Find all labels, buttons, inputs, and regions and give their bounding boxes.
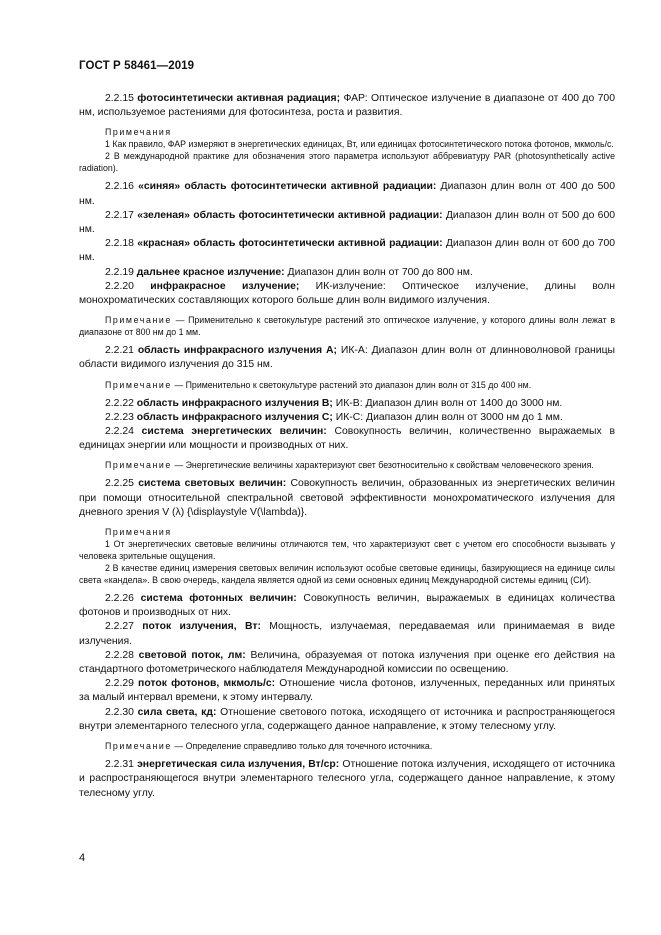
note-label: Примечание <box>105 379 172 390</box>
term-number: 2.2.26 <box>105 593 141 605</box>
document-header: ГОСТ Р 58461—2019 <box>79 60 195 72</box>
note-text: 2 В международной практике для обозначения этого параметра используют аббревиатуру PAR (photosynthetically active radiation). <box>79 151 615 174</box>
term-definition: Диапазон длин волн от 600 до 700 нм. <box>79 238 616 264</box>
notes-heading <box>79 126 615 138</box>
term-definition: Отношение светового потока, исходящего от источника и распространяющегося внутри элементарного телесного угла, содержащего данное направление, к этому телесному углу. <box>79 706 615 732</box>
term-entry <box>79 209 615 237</box>
term-name: поток излучения, Вт: <box>142 621 261 633</box>
term-name: «красная» область фотосинтетически активной радиации: <box>137 238 443 250</box>
term-number: 2.2.18 <box>105 238 138 250</box>
term-number: 2.2.23 <box>105 411 137 423</box>
note-item <box>79 562 615 586</box>
term-entry <box>79 280 615 308</box>
term-name: область инфракрасного излучения С; <box>136 411 333 423</box>
term-number: 2.2.21 <box>105 345 138 357</box>
single-note <box>79 740 615 752</box>
note-text: 1 От энергетических световые величины отличаются тем, что характеризуют свет с учетом его способности вызывать у человека зрительные ощущения. <box>79 539 615 562</box>
note-text: — Применительно к светокультуре растений это оптическое излучение, у которого длины волн лежат в диапазоне от 800 нм до 1 мм. <box>79 315 615 338</box>
term-entry <box>79 758 615 801</box>
term-number: 2.2.19 <box>105 266 137 278</box>
term-definition: Диапазон длин волн от 400 до 500 нм. <box>79 181 615 207</box>
term-definition: Диапазон длин волн от 700 до 800 нм. <box>284 266 473 278</box>
term-entry <box>79 411 615 425</box>
term-number: 2.2.28 <box>105 649 139 661</box>
term-number: 2.2.30 <box>105 706 138 718</box>
term-definition: Отношение числа фотонов, излученных, переданных или принятых за малый интервал времени, к этому интервалу. <box>79 678 616 704</box>
term-number: 2.2.31 <box>105 759 138 771</box>
term-number: 2.2.29 <box>105 678 139 690</box>
note-text: 2 В качестве единиц измерения световых величин используют особые световые единицы, базирующиеся на единице силы света «кандела». В свою очередь, кандела является одной из семи основных единиц Международной системы единиц (СИ). <box>79 563 615 586</box>
term-definition: Совокупность величин, количественно выражаемых в единицах энергии или мощности и производных от них. <box>79 426 615 452</box>
term-name: энергетическая сила излучения, Вт/ср: <box>137 759 340 771</box>
term-name: система фотонных величин: <box>140 593 297 605</box>
term-definition: Отношение потока излучения, исходящего от источника и распространяющегося внутри элементарного телесного угла, содержащего данное направление, к этому телесному углу. <box>79 759 615 799</box>
term-name: область инфракрасного излучения А; <box>137 345 337 357</box>
note-item <box>79 138 615 150</box>
term-name: система энергетических величин: <box>141 426 327 438</box>
term-entry <box>79 592 615 620</box>
term-number: 2.2.27 <box>105 621 143 633</box>
single-note <box>79 459 615 471</box>
note-item <box>79 150 615 174</box>
term-name: поток фотонов, мкмоль/с: <box>138 678 276 690</box>
term-name: «зеленая» область фотосинтетически активной радиации: <box>137 209 443 221</box>
term-definition: Мощность, излучаемая, передаваемая или принимаемая в виде излучения. <box>79 621 616 647</box>
note-text: — Применительно к светокультуре растений это диапазон длин волн от 315 до 400 нм. <box>171 379 532 390</box>
term-number: 2.2.17 <box>105 209 138 221</box>
term-name: сила света, кд: <box>137 706 217 718</box>
term-number: 2.2.24 <box>105 426 142 438</box>
term-entry <box>79 620 615 648</box>
term-name: дальнее красное излучение: <box>136 266 285 278</box>
notes-heading-text: Примечания <box>105 127 172 138</box>
single-note <box>79 314 615 338</box>
term-definition: Совокупность величин, выражаемых в единицах количества фотонов и производных от них. <box>79 593 615 619</box>
term-entry <box>79 425 615 453</box>
notes-heading <box>79 526 615 538</box>
term-name: система световых величин: <box>138 478 287 490</box>
term-definition: Величина, образуемая от потока излучения при оценке его действия на стандартного фотометрического наблюдателя Международной комиссии по освещению. <box>79 649 615 676</box>
note-text: — Определение справедливо только для точечного источника. <box>171 741 433 752</box>
note-text: 1 Как правило, ФАР измеряют в энергетических единицах, Вт, или единицах фотосинтетического потока фотонов, мкмоль/с. <box>105 139 614 150</box>
note-label: Примечание <box>105 315 172 326</box>
term-entry <box>79 92 615 120</box>
term-entry <box>79 266 615 280</box>
term-entry <box>79 237 615 265</box>
term-name: инфракрасное излучение; <box>150 280 300 292</box>
term-entry <box>79 180 615 208</box>
page-number: 4 <box>79 852 86 864</box>
term-number: 2.2.16 <box>105 181 139 193</box>
term-name: световой поток, лм: <box>138 649 246 661</box>
note-label: Примечание <box>105 460 172 471</box>
term-definition: ИК-С: Диапазон длин волн от 3000 нм до 1 мм. <box>332 411 563 423</box>
term-definition: ИК-излучение: Оптическое излучение, длины волн монохроматических составляющих которого больше длин волн видимого излучения. <box>79 280 616 307</box>
term-definition: ФАР: Оптическое излучение в диапазоне от 400 до 700 нм, используемое растениями для фотосинтеза, роста и развития. <box>79 93 615 119</box>
term-name: фотосинтетически активная радиация; <box>137 93 341 104</box>
note-text: — Энергетические величины характеризуют свет безотносительно к свойствам человеческого зрения. <box>171 460 594 471</box>
document-body <box>79 92 615 801</box>
term-definition: ИК-А: Диапазон длин волн от длинноволновой границы области видимого излучения до 315 нм. <box>79 345 616 371</box>
term-number: 2.2.25 <box>105 478 139 490</box>
term-name: область инфракрасного излучения В; <box>136 397 333 409</box>
single-note <box>79 379 615 391</box>
term-definition: ИК-В: Диапазон длин волн от 1400 до 3000 нм. <box>332 397 563 409</box>
term-entry <box>79 477 615 520</box>
term-number: 2.2.22 <box>105 397 137 409</box>
notes-heading-text: Примечания <box>105 527 172 538</box>
term-definition: Совокупность величин, образованных из энергетических величин при помощи относительной спектральной световой эффективности монохроматического излучения для дневного зрения V (λ) {\displaystyle V(\lambda)}. <box>79 478 615 518</box>
term-entry <box>79 344 615 372</box>
term-entry <box>79 706 615 734</box>
term-entry <box>79 397 615 411</box>
term-entry <box>79 649 615 677</box>
term-definition: Диапазон длин волн от 500 до 600 нм. <box>79 209 615 236</box>
term-name: «синяя» область фотосинтетически активной радиации: <box>138 181 437 193</box>
term-number: 2.2.15 <box>105 93 138 104</box>
note-item <box>79 538 615 562</box>
term-entry <box>79 677 615 705</box>
note-label: Примечание <box>105 741 172 752</box>
term-number: 2.2.20 <box>105 280 151 292</box>
